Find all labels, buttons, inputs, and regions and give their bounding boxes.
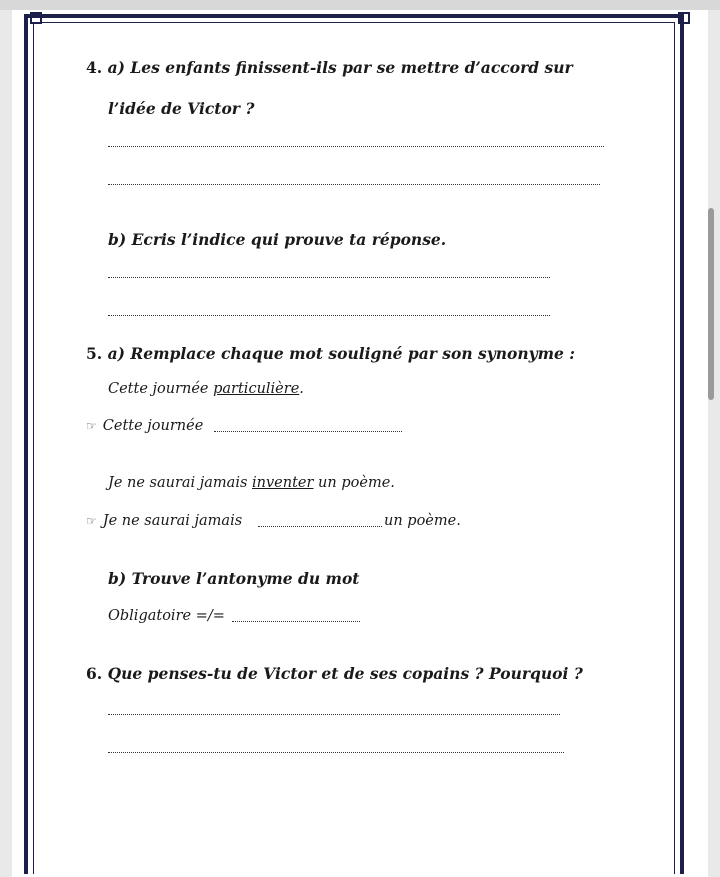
answer-blank[interactable] — [214, 431, 402, 432]
scrollbar[interactable] — [708, 208, 714, 400]
answer-line[interactable] — [108, 752, 564, 753]
underlined-word: particulière — [213, 381, 300, 397]
antonym-prompt: Obligatoire =/= — [108, 608, 225, 624]
top-bar — [0, 0, 720, 10]
sentence-end: un poème. — [313, 475, 395, 491]
question-4-a-continued: l’idée de Victor ? — [108, 99, 255, 118]
question-number: 5. — [86, 344, 103, 363]
answer-prefix: Je ne saurai jamais — [102, 513, 243, 529]
pointing-hand-icon: ☞ — [86, 514, 97, 528]
sentence-2 — [108, 475, 395, 491]
question-text: a) Remplace chaque mot souligné par son synonyme : — [107, 344, 576, 363]
answer-blank[interactable] — [232, 621, 360, 622]
sentence-2-answer — [86, 513, 242, 529]
border-corner-ornament — [678, 12, 690, 24]
answer-line[interactable] — [108, 315, 550, 316]
answer-suffix: un poème. — [384, 513, 461, 529]
sentence-1-answer — [86, 418, 203, 434]
border-corner-ornament — [30, 12, 42, 24]
answer-prefix: Cette journée — [102, 418, 204, 434]
question-4-a — [86, 58, 573, 77]
sentence-1 — [108, 381, 304, 397]
question-text: Que penses-tu de Victor et de ses copains ? Pourquoi ? — [107, 664, 583, 683]
sentence-text: Je ne saurai jamais — [108, 475, 253, 491]
answer-line[interactable] — [108, 714, 560, 715]
question-number: 4. — [86, 58, 103, 77]
answer-line[interactable] — [108, 277, 550, 278]
question-5-a — [86, 344, 575, 363]
answer-blank[interactable] — [258, 526, 382, 527]
question-4-b: b) Ecris l’indice qui prouve ta réponse. — [108, 230, 447, 249]
answer-line[interactable] — [108, 146, 604, 147]
answer-line[interactable] — [108, 184, 600, 185]
question-5-b: b) Trouve l’antonyme du mot — [108, 569, 360, 588]
underlined-word: inventer — [252, 475, 314, 491]
question-6 — [86, 664, 583, 683]
page-border-inner — [33, 22, 675, 874]
pointing-hand-icon: ☞ — [86, 419, 97, 433]
sentence-text: Cette journée — [108, 381, 214, 397]
sentence-end: . — [299, 381, 304, 397]
question-text: a) Les enfants finissent-ils par se mettre d’accord sur — [107, 58, 573, 77]
question-number: 6. — [86, 664, 103, 683]
